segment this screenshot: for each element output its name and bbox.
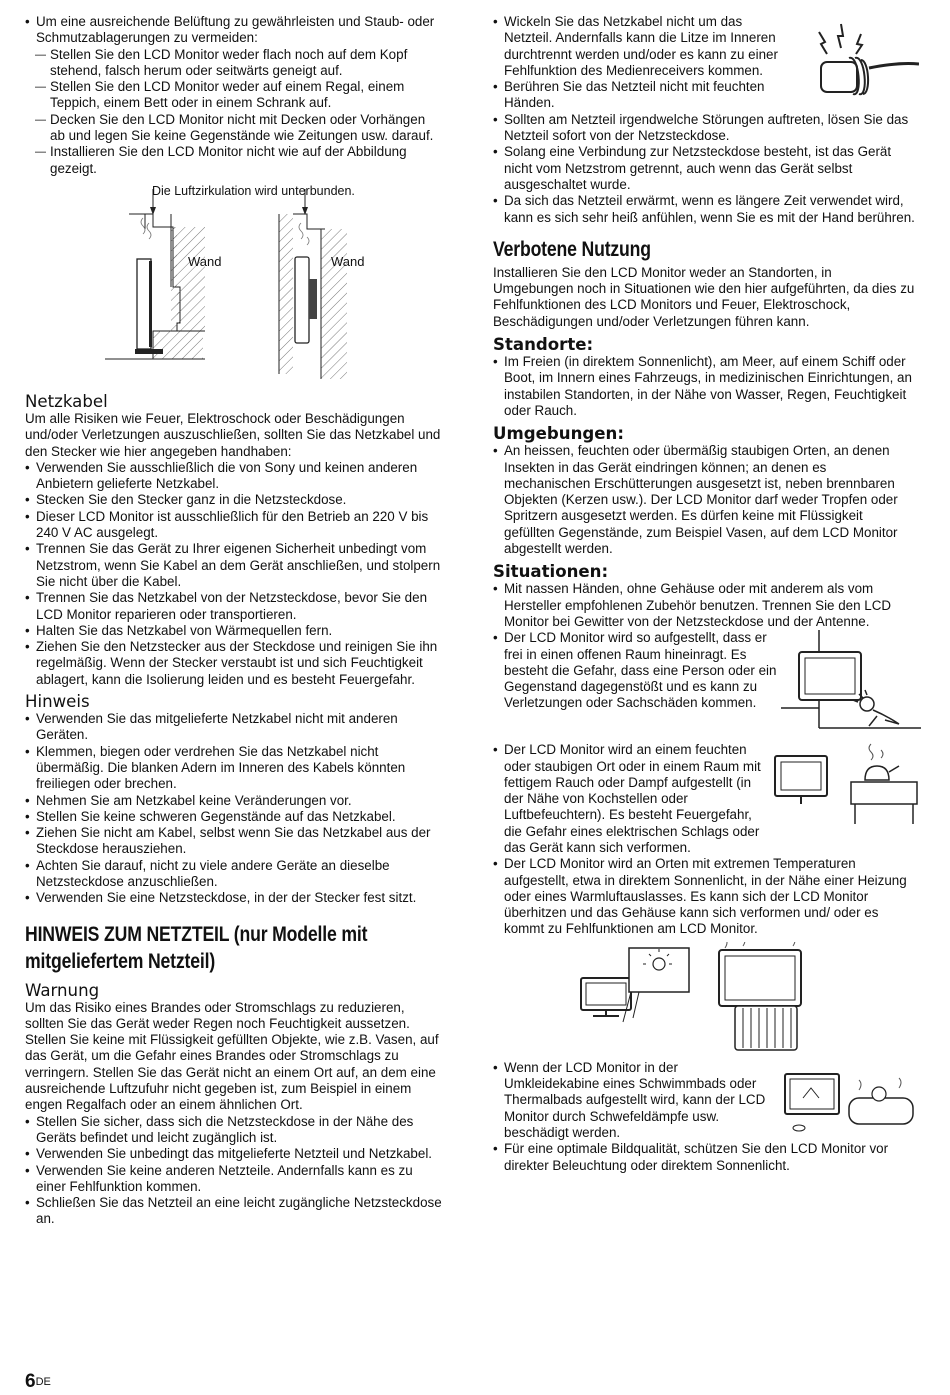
list-item: • Stecken Sie den Stecker ganz in die Netzsteckdose. bbox=[25, 492, 443, 508]
umgebungen-list bbox=[493, 443, 915, 557]
list-item-text: Der LCD Monitor wird an einem feuchten oder staubigen Ort oder in einem Raum mit fettigem Rauch oder Dampf aufgestellt (in der Nähe von Kochstellen oder Luftbefeuchtern). Es besteht Feuergefahr, die Gefahr eines elektrischen Schlags oder das Gerät kann sich verformen. bbox=[504, 742, 761, 855]
warnung-text: Um das Risiko eines Brandes oder Stromschlags zu reduzieren, sollten Sie das Gerät weder Regen noch Feuchtigkeit aussetzen. Stellen Sie keine mit Flüssigkeit gefüllten Objekte, wie z.B. Vasen, auf das Gerät, um die Gefahr eines Brandes oder Stromschlags zu verringern. Stellen Sie das Gerät nicht an einem Ort auf, an dem eine ausreichende Luftzufuhr nicht gegeben ist, zum Beispiel in einem engen Regalfach oder an einem ähnlichen Ort. bbox=[25, 999, 439, 1113]
list-item: • Im Freien (in direktem Sonnenlicht), am Meer, auf einem Schiff oder Boot, im Innern eines Fahrzeugs, in medizinischen Einrichtungen, an instabilen Standorten, in der Nähe von Wasser, Regen, Feuchtigkeit oder Rauch. bbox=[493, 354, 915, 419]
list-item: • Ziehen Sie nicht am Kabel, selbst wenn Sie das Netzkabel aus der Steckdose herausziehen. bbox=[25, 825, 443, 858]
list-item: • Verwenden Sie unbedingt das mitgelieferte Netzteil und Netzkabel. bbox=[25, 1146, 443, 1162]
netzkabel-list bbox=[25, 460, 443, 688]
list-item: • Für eine optimale Bildqualität, schützen Sie den LCD Monitor vor direkter Beleuchtung oder direktem Sonnenlicht. bbox=[493, 1141, 915, 1174]
list-item: • Mit nassen Händen, ohne Gehäuse oder mit anderem als vom Hersteller empfohlenen Zubehör benutzen. Trennen Sie den LCD Monitor bei Gewitter von der Netzsteckdose und der Antenne. bbox=[493, 581, 915, 630]
standorte-heading: Standorte: bbox=[493, 335, 594, 355]
wall-installation-illustration bbox=[25, 179, 445, 397]
list-item-text: Wenn der LCD Monitor in der Umkleidekabine eines Schwimmbads oder Thermalbads aufgestellt wird, kann der LCD Monitor durch Schwefeldämpfe usw. beschädigt werden. bbox=[504, 1059, 766, 1140]
dash-item: — Stellen Sie den LCD Monitor weder flach noch auf dem Kopf stehend, falsch herum oder seitwärts geneigt auf. bbox=[25, 47, 443, 80]
netzteil-heading bbox=[25, 921, 443, 975]
verboten-intro: Installieren Sie den LCD Monitor weder an Standorten, in Umgebungen noch in Situationen wie den hier aufgeführten, da dies zu Fehlfunktionen des LCD Monitors und Feuer, Elektroschock, Beschädigungen und/oder Verletzungen führen kann. bbox=[493, 264, 915, 329]
ventilation-dash-list bbox=[25, 47, 443, 177]
page-number bbox=[25, 1371, 51, 1392]
list-item: • Verwenden Sie ausschließlich die von Sony und keinen anderen Anbietern gelieferte Netzkabel. bbox=[25, 460, 443, 493]
page-language: DE bbox=[35, 1376, 51, 1388]
list-item bbox=[493, 630, 915, 742]
heat-sources-illustration bbox=[493, 942, 915, 1052]
wall-label-1: Wand bbox=[188, 253, 222, 269]
netzkabel-intro: Um alle Risiken wie Feuer, Elektroschock oder Beschädigungen und/oder Verletzungen auszuschließen, sollten Sie das Netzkabel und den Stecker wie hier angegeben handhaben: bbox=[25, 410, 441, 459]
netzkabel-heading: Netzkabel bbox=[25, 391, 108, 411]
list-item: • Stellen Sie keine schweren Gegenstände auf das Netzkabel. bbox=[25, 809, 443, 825]
list-item: • Trennen Sie das Netzkabel von der Netzsteckdose, bevor Sie den LCD Monitor reparieren oder transportieren. bbox=[25, 590, 443, 623]
list-item: • Verwenden Sie keine anderen Netzteile. Andernfalls kann es zu einer Fehlfunktion kommen. bbox=[25, 1163, 443, 1196]
list-item: • Der LCD Monitor wird an Orten mit extremen Temperaturen aufgestellt, etwa in direktem Sonnenlicht, in der Nähe einer Heizung oder eines Warmluftauslasses. Es kann sich der LCD Monitor überhitzen und das Gehäuse kann sich verformen und/ oder es kommt zu Fehlfunktionen am LCD Monitor. bbox=[493, 856, 915, 937]
umgebungen-heading: Umgebungen: bbox=[493, 424, 624, 444]
list-item bbox=[493, 1060, 915, 1141]
wall-label-2: Wand bbox=[331, 253, 365, 269]
air-circulation-figure bbox=[25, 179, 443, 397]
list-item: • Da sich das Netzteil erwärmt, wenn es längere Zeit verwendet wird, kann es sich sehr heiß anfühlen, wenn Sie es mit der Hand berühren. bbox=[493, 193, 915, 226]
list-item: • Dieser LCD Monitor ist ausschließlich für den Betrieb an 220 V bis 240 V AC ausgelegt. bbox=[25, 509, 443, 542]
netzteil-heading-line2: mitgeliefertem Netzteil) bbox=[25, 949, 216, 973]
list-item: • Halten Sie das Netzkabel von Wärmequellen fern. bbox=[25, 623, 443, 639]
warnung-heading: Warnung bbox=[25, 980, 100, 1000]
adapter-list bbox=[493, 14, 915, 226]
list-item: • Achten Sie darauf, nicht zu viele andere Geräte an dieselbe Netzsteckdose anzuschließen. bbox=[25, 858, 443, 891]
dash-item: — Stellen Sie den LCD Monitor weder auf einem Regal, einem Teppich, einem Bett oder in einem Schrank auf. bbox=[25, 79, 443, 112]
standorte-list bbox=[493, 354, 915, 419]
list-item: • Solang eine Verbindung zur Netzsteckdose besteht, ist das Gerät nicht vom Netzstrom getrennt, auch wenn das Gerät selbst ausgeschaltet wurde. bbox=[493, 144, 915, 193]
list-item: • Verwenden Sie das mitgelieferte Netzkabel nicht mit anderen Geräten. bbox=[25, 711, 443, 744]
kitchen-steam-icon bbox=[771, 742, 921, 834]
ventilation-list bbox=[25, 14, 443, 47]
list-item bbox=[493, 742, 915, 856]
netzteil-heading-line1: HINWEIS ZUM NETZTEIL (nur Modelle mit bbox=[25, 922, 368, 946]
list-item: • Sollten am Netzteil irgendwelche Störungen auftreten, lösen Sie das Netzteil sofort von der Netzsteckdose. bbox=[493, 112, 915, 145]
list-item: • Wickeln Sie das Netzkabel nicht um das Netzteil. Andernfalls kann die Litze im Inneren durchtrennt werden und/oder es kann zu einer Fehlfunktion des Medienreceivers kommen. bbox=[493, 14, 915, 79]
right-column bbox=[493, 14, 915, 1174]
list-item: • Klemmen, biegen oder verdrehen Sie das Netzkabel nicht übermäßig. Die blanken Adern im Inneren des Kabels könnten freiliegen oder brechen. bbox=[25, 744, 443, 793]
collision-hazard-icon bbox=[781, 630, 921, 742]
netzteil-list bbox=[25, 1114, 443, 1228]
verboten-heading: Verbotene Nutzung bbox=[493, 237, 651, 261]
ventilation-intro: • Um eine ausreichende Belüftung zu gewährleisten und Staub- oder Schmutzablagerungen zu vermeiden: bbox=[25, 14, 443, 47]
list-item: • Verwenden Sie eine Netzsteckdose, in der der Stecker fest sitzt. bbox=[25, 890, 443, 906]
situationen-list-2 bbox=[493, 1060, 915, 1174]
dash-item: — Installieren Sie den LCD Monitor nicht wie auf der Abbildung gezeigt. bbox=[25, 144, 443, 177]
situationen-heading: Situationen: bbox=[493, 562, 609, 582]
figure-caption: Die Luftzirkulation wird unterbunden. bbox=[152, 183, 355, 198]
hinweis-heading: Hinweis bbox=[25, 692, 90, 712]
list-item: • Nehmen Sie am Netzkabel keine Veränderungen vor. bbox=[25, 793, 443, 809]
situationen-list bbox=[493, 581, 915, 937]
list-item: • Stellen Sie sicher, dass sich die Netzsteckdose in der Nähe des Geräts befindet und leicht zugänglich ist. bbox=[25, 1114, 443, 1147]
hinweis-list bbox=[25, 711, 443, 907]
list-item-text: Der LCD Monitor wird so aufgestellt, dass er frei in einen offenen Raum hineinragt. Es besteht die Gefahr, dass eine Person oder ein Gegenstand dagegenstößt und es kann zu Verletzungen oder Sachschäden kommen. bbox=[504, 630, 777, 711]
bath-sulfur-icon bbox=[779, 1068, 921, 1138]
list-item: • Berühren Sie das Netzteil nicht mit feuchten Händen. bbox=[493, 79, 915, 112]
list-item: • Ziehen Sie den Netzstecker aus der Steckdose und reinigen Sie ihn regelmäßig. Wenn der Stecker verstaubt ist und sich Feuchtigkeit ablagert, kann die Isolierung leiden und es besteht Feuergefahr. bbox=[25, 639, 443, 688]
dash-item: — Decken Sie den LCD Monitor nicht mit Decken oder Vorhängen ab und legen Sie keine Gegenstände wie Zeitungen usw. darauf. bbox=[25, 112, 443, 145]
list-item: • Schließen Sie das Netzteil an eine leicht zugängliche Netzsteckdose an. bbox=[25, 1195, 443, 1228]
list-item: • An heissen, feuchten oder übermäßig staubigen Orten, an denen Insekten in das Gerät eindringen können; an denen es mechanischen Erschütterungen ausgesetzt ist, neben brennbaren Objekten (Kerzen usw.). Der LCD Monitor darf weder Tropfen oder Spritzern ausgesetzt werden. Es dürfen keine mit Flüssigkeit gefüllten Gegenstände, zum Beispiel Vasen, auf dem LCD Monitor abgestellt werden. bbox=[493, 443, 915, 557]
left-column bbox=[25, 14, 443, 1228]
page-number-value: 6 bbox=[25, 1371, 36, 1392]
list-item: • Trennen Sie das Gerät zu Ihrer eigenen Sicherheit unbedingt vom Netzstrom, wenn Sie Kabel an dem Gerät anschließen, und stolpern Sie nicht über die Kabel. bbox=[25, 541, 443, 590]
